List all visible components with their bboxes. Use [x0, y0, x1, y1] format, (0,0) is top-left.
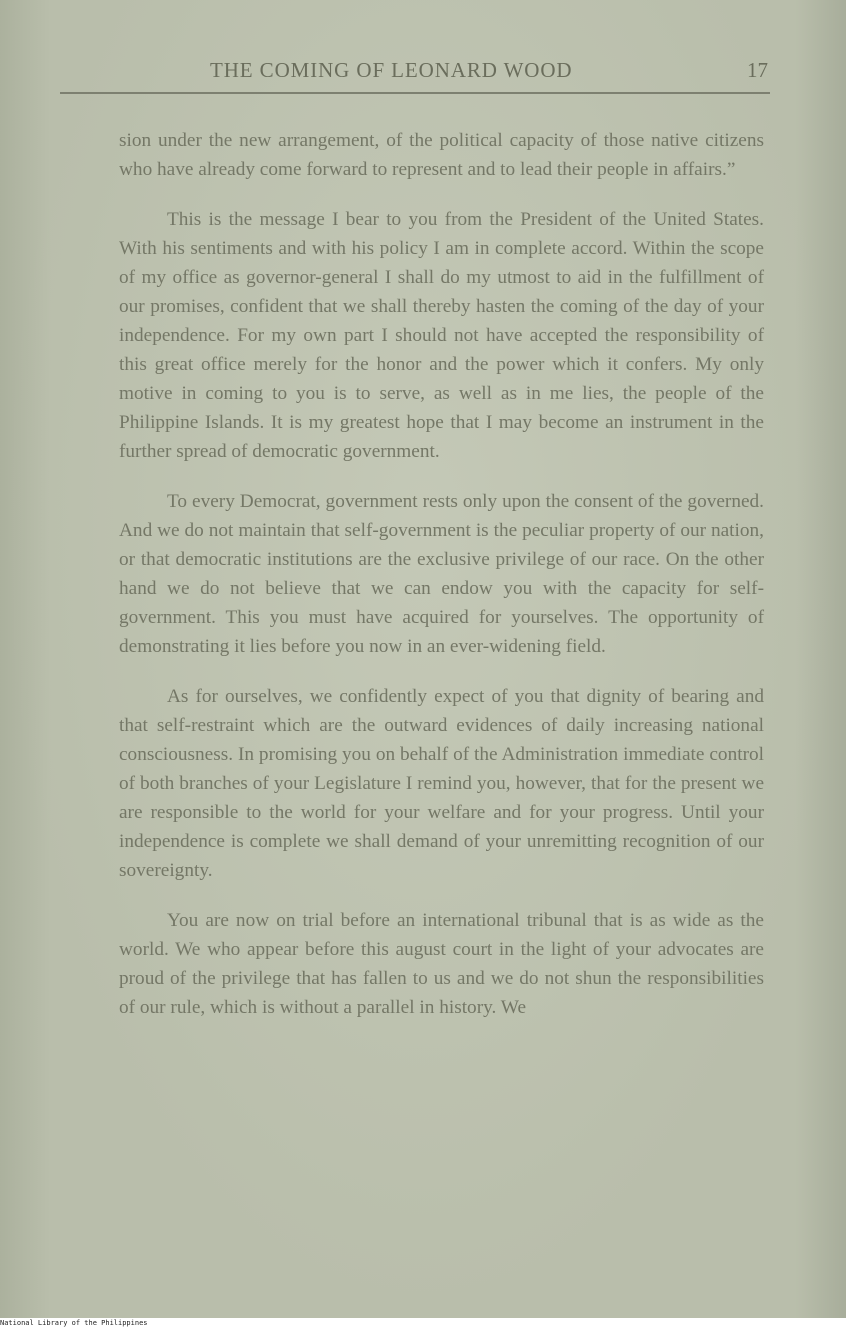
- body-text: [119, 126, 764, 1043]
- paragraph-4: As for ourselves, we confidently expect of you that dignity of bearing and that self-restraint which are the outward evidences of daily increasing national consciousness. In promising you on behalf of the Administration immediate control of both branches of your Legislature I remind you, however, that for the present we are responsible to the world for your welfare and for your progress. Until your independence is complete we shall demand of your unremitting recognition of our sovereignty.: [119, 686, 764, 881]
- paragraph-1: sion under the new arrangement, of the political capacity of those native citizens who have already come forward to represent and to lead their people in affairs.”: [119, 130, 764, 180]
- footer-strip: [0, 1318, 846, 1328]
- paragraph-2: This is the message I bear to you from the President of the United States. With his sentiments and with his policy I am in complete accord. Within the scope of my office as governor-general I shall do my utmost to aid in the fulfillment of our promises, confident that we shall thereby hasten the coming of the day of your independence. For my own part I should not have accepted the responsibility of this great office merely for the honor and the power which it confers. My only motive in coming to you is to serve, as well as in me lies, the people of the Philippine Islands. It is my greatest hope that I may become an instrument in the further spread of democratic government.: [119, 209, 764, 462]
- header-rule: [60, 92, 770, 94]
- page-header: [60, 58, 770, 88]
- paragraph-3: To every Democrat, government rests only upon the consent of the governed. And we do not maintain that self-government is the peculiar property of our nation, or that democratic institutions are the exclusive privilege of our race. On the other hand we do not believe that we can endow you with the capacity for self-government. This you must have acquired for yourselves. The opportunity of demonstrating it lies before you now in an ever-widening field.: [119, 491, 764, 657]
- library-watermark: National Library of the Philippines: [0, 1319, 148, 1327]
- paragraph-5: You are now on trial before an international tribunal that is as wide as the world. We who appear before this august court in the light of your advocates are proud of the privilege that has fallen to us and we do not shun the responsibilities of our rule, which is without a parallel in history. We: [119, 910, 764, 1018]
- page-number: 17: [747, 58, 768, 82]
- running-title: THE COMING OF LEONARD WOOD: [210, 58, 573, 82]
